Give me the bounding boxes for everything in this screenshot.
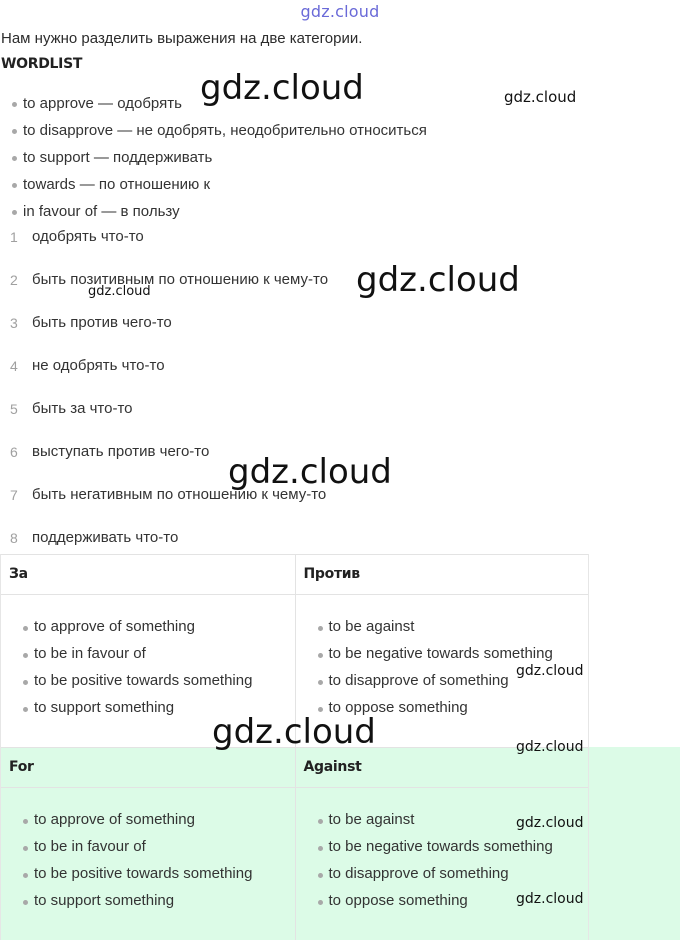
- phrase-item: 8 поддерживать что-то: [10, 529, 179, 546]
- list-item: to disapprove of something: [318, 671, 589, 698]
- list-item: to be negative towards something: [318, 644, 589, 671]
- list-item: to approve of something: [23, 617, 295, 644]
- list-item: to disapprove of something: [318, 864, 589, 891]
- bullet-icon: [23, 653, 28, 658]
- intro-text: Нам нужно разделить выражения на две категории.: [1, 30, 363, 47]
- table-cell-for: [1, 788, 295, 940]
- column-header-against: Against: [295, 748, 589, 787]
- list-item: to be positive towards something: [23, 671, 295, 698]
- bullet-icon: [318, 873, 323, 878]
- wordlist-title: WORDLIST: [1, 56, 83, 72]
- list-item: to support something: [23, 698, 295, 725]
- column-header-for: For: [9, 759, 34, 775]
- column-header-for: За: [9, 566, 28, 582]
- watermark: gdz.cloud: [516, 739, 584, 755]
- list-item: to be against: [318, 617, 589, 644]
- list-item: to oppose something: [318, 698, 589, 725]
- bullet-icon: [23, 707, 28, 712]
- phrase-item: 7 быть негативным по отношению к чему-то: [10, 486, 327, 503]
- watermark: gdz.cloud: [516, 815, 584, 831]
- bullet-icon: [23, 626, 28, 631]
- table-cell-against: [295, 788, 589, 940]
- bullet-icon: [12, 210, 17, 215]
- watermark: gdz.cloud: [88, 284, 151, 299]
- bullet-icon: [12, 102, 17, 107]
- phrase-item: 2 быть позитивным по отношению к чему-то: [10, 271, 329, 288]
- watermark: gdz.cloud: [356, 260, 520, 300]
- bullet-icon: [318, 626, 323, 631]
- table-row: [1, 788, 588, 940]
- wordlist-item: to approve — одобрять: [12, 90, 427, 117]
- bullet-icon: [23, 819, 28, 824]
- list-item: to be negative towards something: [318, 837, 589, 864]
- wordlist-item: to support — поддерживать: [12, 144, 427, 171]
- watermark: gdz.cloud: [200, 68, 364, 108]
- list-item: to be positive towards something: [23, 864, 295, 891]
- list-item: to be in favour of: [23, 837, 295, 864]
- wordlist-item: in favour of — в пользу: [12, 198, 427, 225]
- category-table-en: [0, 747, 589, 940]
- bullet-icon: [318, 900, 323, 905]
- list-item: to be against: [318, 810, 589, 837]
- list-item: to approve of something: [23, 810, 295, 837]
- list-item: to support something: [23, 891, 295, 918]
- table-header-row: [1, 554, 588, 595]
- phrase-item: 6 выступать против чего-то: [10, 443, 210, 460]
- bullet-icon: [12, 183, 17, 188]
- watermark: gdz.cloud: [516, 891, 584, 907]
- watermark: gdz.cloud: [504, 88, 577, 106]
- table-header-row: [1, 747, 588, 788]
- phrase-item: 3 быть против чего-то: [10, 314, 172, 331]
- bullet-icon: [23, 846, 28, 851]
- watermark: gdz.cloud: [228, 452, 392, 492]
- bullet-icon: [318, 680, 323, 685]
- phrase-item: 5 быть за что-то: [10, 400, 133, 417]
- column-header-against: Против: [295, 555, 589, 594]
- wordlist: [12, 90, 427, 225]
- bullet-icon: [318, 819, 323, 824]
- phrase-item: 4 не одобрять что-то: [10, 357, 165, 374]
- bullet-icon: [318, 653, 323, 658]
- bullet-icon: [12, 129, 17, 134]
- bullet-icon: [23, 900, 28, 905]
- watermark: gdz.cloud: [212, 712, 376, 752]
- wordlist-item: to disapprove — не одобрять, неодобрительно относиться: [12, 117, 427, 144]
- phrase-list: [10, 226, 328, 570]
- bullet-icon: [318, 846, 323, 851]
- bullet-icon: [12, 156, 17, 161]
- bullet-icon: [23, 873, 28, 878]
- list-item: to oppose something: [318, 891, 589, 918]
- site-logo[interactable]: gdz.cloud: [300, 2, 380, 21]
- watermark: gdz.cloud: [516, 663, 584, 679]
- wordlist-item: towards — по отношению к: [12, 171, 427, 198]
- phrase-item: 1 одобрять что-то: [10, 228, 144, 245]
- list-item: to be in favour of: [23, 644, 295, 671]
- bullet-icon: [23, 680, 28, 685]
